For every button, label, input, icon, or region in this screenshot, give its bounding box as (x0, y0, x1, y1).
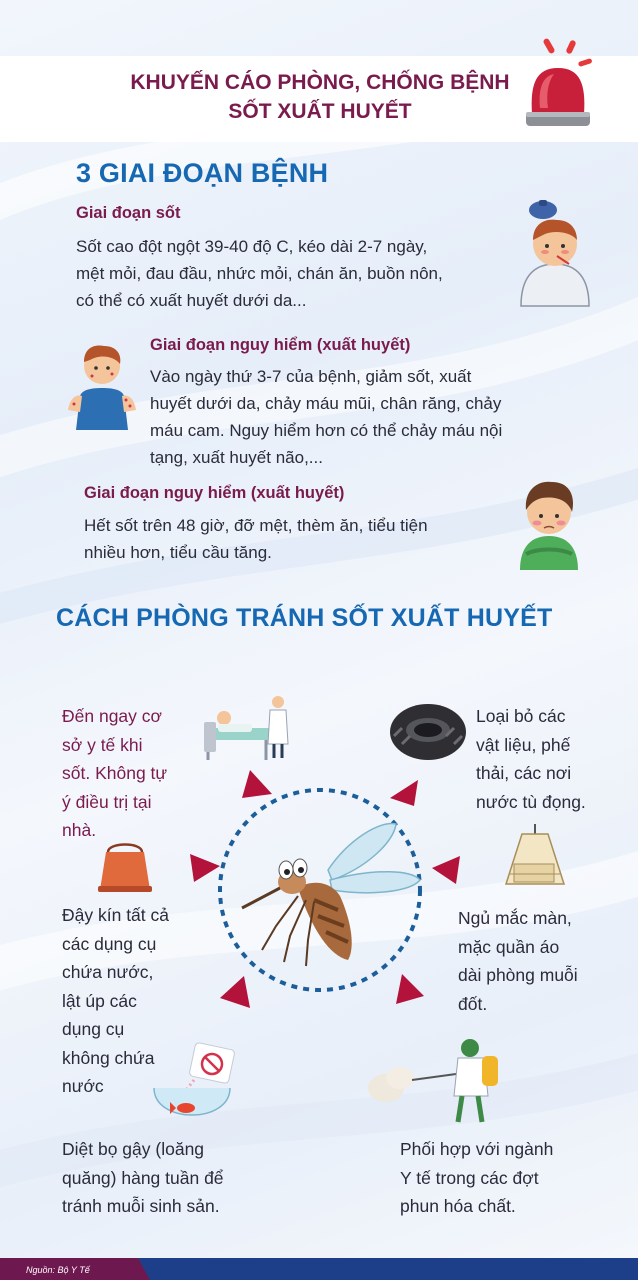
fever-child-illustration (515, 198, 595, 308)
stage-1-title: Giai đoạn sốt (76, 204, 181, 222)
tip-tires-text (476, 702, 586, 816)
arrow-icon (190, 854, 220, 882)
tip-line: các dụng cụ (62, 933, 157, 954)
tip-line: nhà. (62, 820, 97, 840)
mosquito-net-illustration (500, 824, 570, 890)
recovery-child-illustration (512, 474, 586, 570)
title-line-2: SỐT XUẤT HUYẾT (228, 100, 412, 123)
arrow-icon (242, 770, 272, 798)
rash-child-illustration (66, 338, 138, 430)
arrow-icon (220, 976, 250, 1008)
tip-line: Diệt bọ gậy (loăng (62, 1139, 205, 1159)
tip-line: dài phòng muỗi (458, 965, 578, 985)
tip-line: nước tù đọng. (476, 791, 586, 812)
stage-2-line: Vào ngày thứ 3-7 của bệnh, giảm sốt, xuất (150, 367, 472, 386)
tip-line: Ngủ mắc màn, (458, 908, 572, 928)
stage-2-line: máu cam. Nguy hiểm hơn có thể chảy máu nội (150, 421, 503, 440)
tip-line: quăng) hàng tuần để (62, 1167, 224, 1188)
stages-heading: 3 GIAI ĐOẠN BỆNH (76, 158, 329, 188)
tip-net-text (458, 904, 578, 1018)
stage-2-text (150, 363, 502, 471)
tip-line: không chứa (62, 1047, 155, 1068)
stage-3-line: Hết sốt trên 48 giờ, đỡ mệt, thèm ăn, tiểu tiện (84, 516, 428, 535)
tip-line: mặc quần áo (458, 936, 560, 957)
stage-3-title: Giai đoạn nguy hiểm (xuất huyết) (84, 484, 345, 502)
tip-larvae-text (62, 1135, 224, 1221)
stage-2-title: Giai đoạn nguy hiểm (xuất huyết) (150, 336, 411, 354)
bucket-illustration (94, 842, 156, 894)
arrow-icon (390, 780, 418, 806)
tip-line: nước (62, 1076, 104, 1096)
tip-line: sở y tế khi (62, 734, 143, 755)
prevention-heading: CÁCH PHÒNG TRÁNH SỐT XUẤT HUYẾT (56, 604, 553, 632)
tip-line: chứa nước, (62, 962, 154, 982)
stage-3-line: nhiều hơn, tiểu cầu tăng. (84, 543, 272, 562)
tip-line: ý điều trị tại (62, 791, 152, 812)
tip-line: đốt. (458, 993, 488, 1014)
stage-2-line: huyết dưới da, chảy máu mũi, chân răng, chảy (150, 394, 502, 413)
siren-icon (520, 34, 596, 130)
tip-spray-text (400, 1135, 553, 1221)
tip-line: Loại bỏ các (476, 706, 566, 726)
source-credit: Nguồn: Bộ Y Tế (26, 1265, 90, 1275)
mosquito-icon (242, 823, 420, 966)
tip-line: Y tế trong các đợt (400, 1167, 539, 1188)
tip-line: dụng cụ (62, 1019, 125, 1039)
stage-2-line: tạng, xuất huyết não,... (150, 448, 323, 467)
stage-1-line: mệt mỏi, đau đầu, nhức mỏi, chán ăn, buồn nôn, (76, 264, 443, 283)
spray-worker-illustration (366, 1034, 506, 1126)
tip-line: sốt. Không tự (62, 763, 168, 783)
mosquito-diagram (180, 750, 460, 1030)
stage-1-line: có thể có xuất huyết dưới da... (76, 291, 307, 310)
tip-line: Phối hợp với ngành (400, 1139, 554, 1159)
tip-line: tránh muỗi sinh sản. (62, 1196, 220, 1216)
arrow-icon (396, 974, 424, 1004)
page-title (100, 68, 540, 126)
stage-1-line: Sốt cao đột ngột 39-40 độ C, kéo dài 2-7 ngày, (76, 237, 428, 256)
stage-1-text (76, 233, 443, 314)
tip-line: vật liệu, phế (476, 734, 571, 755)
tip-line: phun hóa chất. (400, 1196, 516, 1216)
tip-line: thải, các nơi (476, 763, 572, 783)
arrow-icon (432, 856, 460, 884)
tip-medical-text (62, 702, 167, 845)
fish-bowl-illustration (150, 1042, 242, 1124)
stage-3-text (84, 512, 428, 566)
tip-line: Đến ngay cơ (62, 706, 163, 726)
tip-line: lật úp các (62, 990, 137, 1011)
title-line-1: KHUYẾN CÁO PHÒNG, CHỐNG BỆNH (130, 71, 510, 94)
tip-line: Đậy kín tất cả (62, 905, 169, 925)
